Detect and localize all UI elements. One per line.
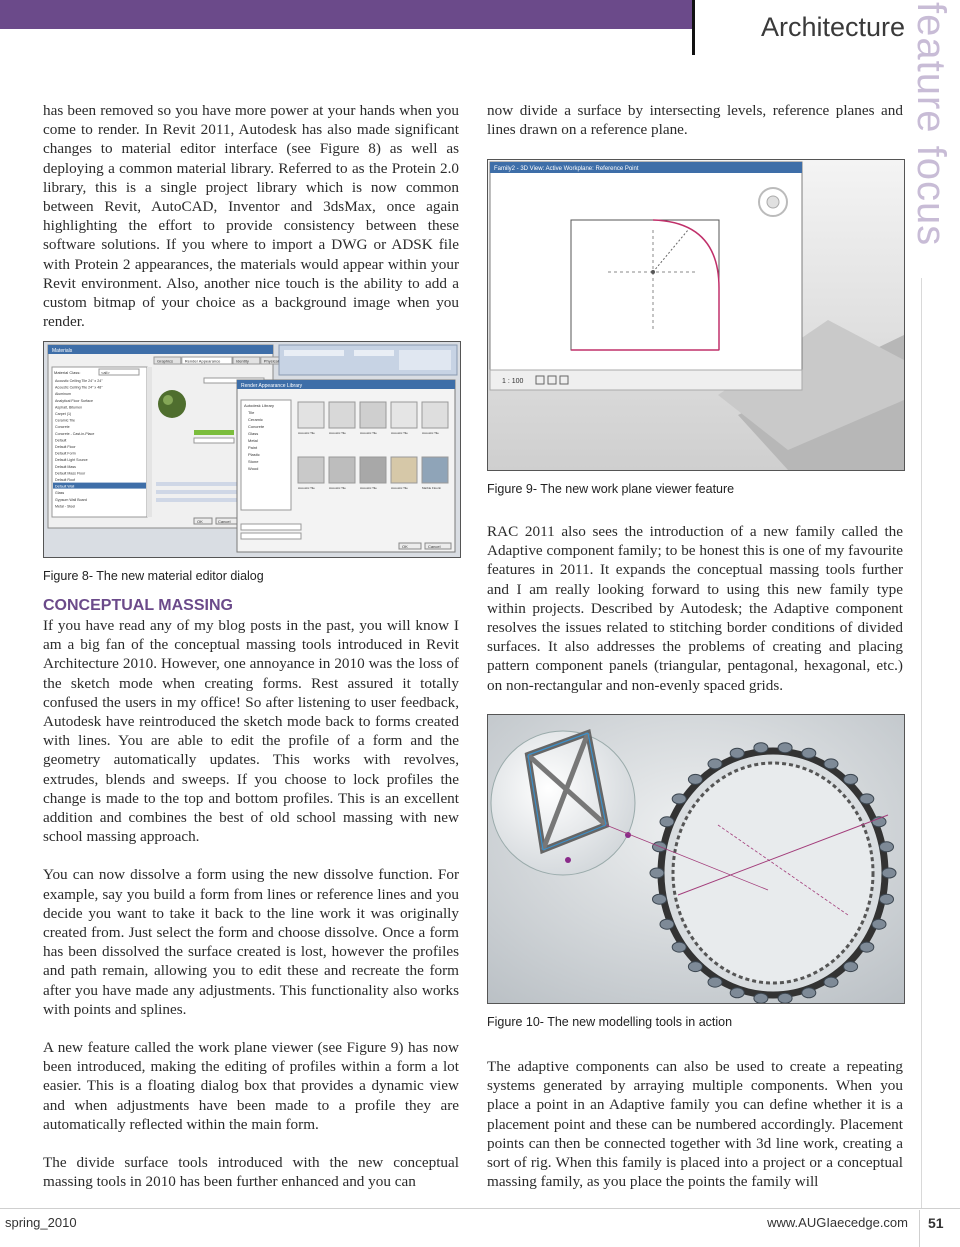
library-swatch[interactable] xyxy=(391,402,417,428)
truss-node xyxy=(708,759,722,769)
library-swatch[interactable] xyxy=(422,402,448,428)
page-number-divider xyxy=(919,1210,920,1247)
modelling-tools-illustration xyxy=(488,715,904,1003)
footer-rule xyxy=(0,1208,960,1209)
dialog-title: Materials xyxy=(52,348,73,354)
library-swatch-label: Acoustic Tile xyxy=(298,486,315,490)
viewer-scale[interactable]: 1 : 100 xyxy=(502,378,524,385)
left-column-body xyxy=(43,596,459,1191)
truss-node xyxy=(688,774,702,784)
truss-node xyxy=(872,919,886,929)
library-cancel-button[interactable]: Cancel xyxy=(428,544,441,549)
library-category[interactable]: Stone xyxy=(248,459,259,464)
library-category[interactable]: Metal xyxy=(248,438,258,443)
library-category[interactable]: Plastic xyxy=(248,452,260,457)
library-swatch-label: Acoustic Tile xyxy=(360,486,377,490)
material-list-item[interactable]: Acoustic Ceiling Tile 24" x 48" xyxy=(55,385,103,390)
library-swatch[interactable] xyxy=(329,402,355,428)
figure-10-caption: Figure 10- The new modelling tools in action xyxy=(487,1015,733,1029)
viewer-titlebar: Family2 - 3D View: Active Workplane: Reference Point xyxy=(494,166,639,172)
library-swatch-label: Acoustic Tile xyxy=(391,431,408,435)
material-class-label: Material Class: xyxy=(54,370,81,375)
side-label xyxy=(903,2,959,272)
material-tab-label: Physical xyxy=(263,358,279,364)
truss-node xyxy=(730,988,744,998)
truss-node xyxy=(708,977,722,987)
figure-10-image xyxy=(487,714,905,1004)
library-swatch[interactable] xyxy=(422,457,448,483)
truss-node xyxy=(778,743,792,753)
material-list-item[interactable]: Analytical Floor Surface xyxy=(55,398,93,403)
material-list-item[interactable]: Default Roof xyxy=(55,478,75,482)
paragraph-divide-surface: The divide surface tools introduced with the new conceptual massing tools in 2010 has been further enhanced and you can xyxy=(43,1154,459,1191)
library-category[interactable]: Paint xyxy=(248,445,258,450)
library-swatch-label: Acoustic Tile xyxy=(329,486,346,490)
material-editor-illustration xyxy=(44,342,460,557)
material-list-item[interactable]: Default xyxy=(55,438,67,443)
library-swatch[interactable] xyxy=(329,457,355,483)
truss-node xyxy=(754,993,768,1003)
library-swatch-label: Acoustic Tile xyxy=(422,431,439,435)
material-class-value[interactable]: <all> xyxy=(101,370,110,375)
right-column-intro xyxy=(487,101,903,139)
section-heading: CONCEPTUAL MASSING xyxy=(43,597,233,614)
truss-node xyxy=(824,977,838,987)
material-tab-label: Render Appearance xyxy=(184,358,221,364)
library-swatch[interactable] xyxy=(360,457,386,483)
truss-node xyxy=(882,868,896,878)
material-tab-label: Identity xyxy=(236,358,249,364)
intro-paragraph: has been removed so you have more power at your hands when you come to render. In Revit 2011, Autodesk has also made significant changes to material editor interface (see Figure 8) as well as deploying a common material library. Referred to as the Protein 2.0 library, this is a single project library which is now common between Revit, AutoCAD, Inventor and 3dsMax, once again highlighting the effort to provide consistency between these software solutions. If you where to import a DWG or ADSK file with Protein 2 appearances, the materials would appear within your Revit environment. Also, another nice touch is the ability to add a custom bitmap of your choice as a background image when you render. xyxy=(43,102,459,331)
material-list-item[interactable]: Acoustic Ceiling Tile 24" x 24" xyxy=(55,379,103,383)
truss-node xyxy=(688,962,702,972)
library-swatch-label: Acoustic Tile xyxy=(360,431,377,435)
library-category[interactable]: Ceramic xyxy=(248,417,263,422)
truss-node xyxy=(653,894,667,904)
truss-node xyxy=(880,842,894,852)
header-color-bar xyxy=(0,0,693,29)
library-title: Render Appearance Library xyxy=(241,383,303,389)
truss-node xyxy=(824,759,838,769)
page-number: 51 xyxy=(928,1215,944,1231)
cancel-button[interactable]: Cancel xyxy=(218,519,231,524)
figure-8-caption: Figure 8- The new material editor dialog xyxy=(43,569,264,583)
figure-8-image xyxy=(43,341,461,558)
material-tab-label: Graphics xyxy=(157,358,174,364)
material-list-item[interactable]: Default Floor xyxy=(55,445,76,449)
library-swatch-label: Acoustic Tile xyxy=(329,431,346,435)
footer-website[interactable]: www.AUGIaecedge.com xyxy=(767,1215,908,1230)
truss-node xyxy=(660,817,674,827)
material-list-item[interactable]: Gypsum Wall Board xyxy=(55,497,87,502)
right-column-adaptive xyxy=(487,522,903,695)
material-list-item[interactable]: Metal - Steel xyxy=(55,504,76,509)
figure-9-caption: Figure 9- The new work plane viewer feature xyxy=(487,482,735,496)
truss-node xyxy=(754,743,768,753)
material-list-item[interactable]: Glass xyxy=(55,491,65,496)
material-list-item[interactable]: Asphalt, Bitumen xyxy=(55,405,83,410)
material-list-item[interactable]: Concrete - Cast-in-Place xyxy=(55,431,95,436)
truss-node xyxy=(802,988,816,998)
truss-node xyxy=(672,942,686,952)
truss-node xyxy=(672,794,686,804)
figure-9-image xyxy=(487,159,905,471)
truss-node xyxy=(844,962,858,972)
material-list-item[interactable]: Default Wall xyxy=(55,484,75,489)
library-category[interactable]: Autodesk Library xyxy=(244,403,275,408)
truss-node xyxy=(860,794,874,804)
paragraph-work-plane: A new feature called the work plane viewer (see Figure 9) has now been introduced, making the editing of profiles within a form a lot easier. This is a floating dialog box that provides a dynamic view and when adjustments have been made to a profile they are automatically reflected within the main form. xyxy=(43,1039,459,1133)
truss-node xyxy=(730,748,744,758)
truss-node xyxy=(660,919,674,929)
truss-node xyxy=(860,942,874,952)
library-swatch-label: Acoustic Tile xyxy=(298,431,315,435)
paragraph-repeating: The adaptive components can also be used to create a repeating systems generated by arraying multiple components. When you place a point in an Adaptive family you can define whether it is a placement point and these can be numbered accordingly. Placement points can then be connected together with 3d line work, creating a sort of rig. When this family is placed into a project or a conceptual massing family, as you place the points the family will xyxy=(487,1058,903,1191)
footer-issue: spring_2010 xyxy=(5,1215,77,1230)
right-column-repeating xyxy=(487,1057,903,1191)
truss-node xyxy=(880,894,894,904)
library-swatch-label: Marble Floorin xyxy=(422,486,442,490)
truss-node xyxy=(844,774,858,784)
paragraph-adaptive: RAC 2011 also sees the introduction of a new family called the Adaptive component family; to be honest this is one of my favourite features in 2011. It expands the conceptual massing tools further and I am really looking forward to using this new family type within projects. Described by Autodesk; the Adaptive component resolves the issues related to stitching border conditions of divided surfaces. It also addresses the problems of creating and placing pattern component panels (triangular, pentagonal, hexagonal, etc.) on non-rectangular and non-evenly spaced grids. xyxy=(487,523,903,694)
library-swatch[interactable] xyxy=(391,457,417,483)
side-divider xyxy=(921,278,922,1208)
material-list-item[interactable]: Concrete xyxy=(55,425,70,430)
library-category[interactable]: Concrete xyxy=(248,424,265,429)
library-swatch[interactable] xyxy=(298,457,324,483)
paragraph-massing: If you have read any of my blog posts in the past, you will know I am a big fan of the conceptual massing tools introduced in Revit Architecture 2010. However, one annoyance in 2010 was the loss of the sketch mode when creating forms. Rest assured it totally confused the users in my office! So after listening to user feedback, Autodesk have reintroduced the sketch mode back to forms created with lines. You are able to edit the profile of a form and the geometry automatically updates. This works with revolves, extrudes, blends and sweeps. If you choose to lock profiles the change is made to the top and bottom profiles. This is an excellent addition and combines the best of old school massing with new school massing approach. xyxy=(43,617,459,846)
library-swatch[interactable] xyxy=(298,402,324,428)
left-column-intro xyxy=(43,101,459,331)
paragraph-dissolve: You can now dissolve a form using the new dissolve function. For example, say you build a form from lines or reference lines and you decide you want to take it back to the line work it was originally created from. Just select the form and choose dissolve. Once a form has been dissolved the surface created is lost, however the profiles and path remain, allowing you to edit these and recreate the form after you have made any adjustments. This functionality also works with points and splines. xyxy=(43,866,459,1018)
library-category[interactable]: Glass xyxy=(248,431,259,436)
work-plane-viewer-illustration xyxy=(488,160,904,470)
truss-node xyxy=(778,993,792,1003)
section-title: Architecture xyxy=(760,12,905,42)
material-list-item[interactable]: Default Light Source xyxy=(55,458,88,463)
material-list-item[interactable]: Default Mass xyxy=(55,464,76,469)
library-ok-button[interactable]: OK xyxy=(402,544,408,549)
truss-node xyxy=(650,868,664,878)
ok-button[interactable]: OK xyxy=(197,519,203,524)
material-tabs xyxy=(154,357,288,364)
header-divider xyxy=(692,0,695,55)
material-list-item[interactable]: Default Form xyxy=(55,451,76,456)
side-label-text: feature focus xyxy=(909,2,953,247)
library-swatch[interactable] xyxy=(360,402,386,428)
truss-node xyxy=(802,748,816,758)
material-list-item[interactable]: Ceramic Tile xyxy=(55,418,75,423)
material-list-item[interactable]: Carpet (1) xyxy=(55,412,72,416)
material-list-item[interactable]: Aluminum xyxy=(55,392,71,397)
library-swatch-label: Acoustic Tile xyxy=(391,486,408,490)
right-intro-paragraph: now divide a surface by intersecting levels, reference planes and lines drawn on a reference plane. xyxy=(487,102,903,139)
library-category[interactable]: Tile xyxy=(248,410,255,415)
library-category[interactable]: Wood xyxy=(248,466,259,471)
material-list-item[interactable]: Default Mass Floor xyxy=(55,471,86,476)
